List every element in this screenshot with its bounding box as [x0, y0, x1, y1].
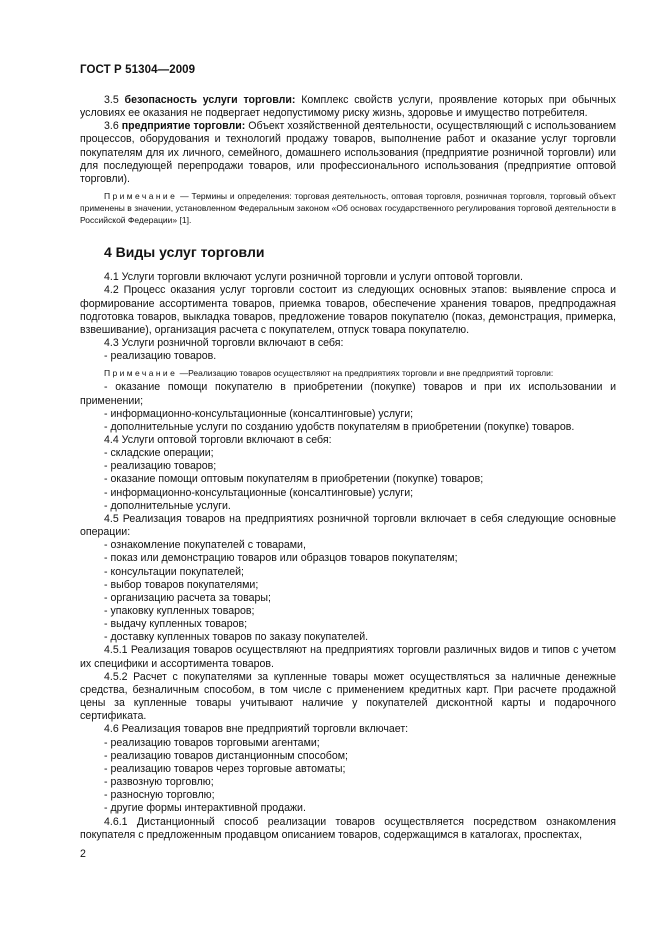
paragraph-4-5-2: 4.5.2 Расчет с покупателями за купленные товары может осуществляться за наличные денежные средства, безналичным способом, в том числе с применением кредитных карт. При расчете продажной цены за купленные товары учитывают наличие у покупателей дисконтной карты и подарочного сертификата. — [80, 670, 616, 723]
paragraph-4-5: 4.5 Реализация товаров на предприятиях розничной торговли включает в себя следующие основные операции: — [80, 512, 616, 539]
page-number: 2 — [80, 848, 86, 860]
list-item: - реализацию товаров; — [104, 460, 217, 473]
definition-text: Комплекс свойств услуги, проявление которых при обычных условиях ее оказания не подвергает недопустимому риску жизнь, здоровье и имущество потребителя. — [80, 94, 616, 120]
definition-text: Объект хозяйственной деятельности, осуществляющий с использованием процессов, оборудования и технологий продажу товаров, выполнение работ и оказание услуг торговли покупателям для их личного, семейного, домашнего использования (предприятие розничной торговли) или для последующей перепродажи товаров, или профессионального использования (предприятие оптовой торговли). — [80, 120, 616, 185]
definition-term: предприятие торговли: — [121, 120, 246, 133]
paragraph-4-4: 4.4 Услуги оптовой торговли включают в себя: — [104, 433, 332, 446]
note-lead: Примечание — [104, 368, 178, 379]
document-header: ГОСТ Р 51304—2009 — [80, 64, 196, 76]
list-item: - оказание помощи оптовым покупателям в приобретении (покупке) товаров; — [104, 473, 484, 486]
list-item: - развозную торговлю; — [104, 776, 214, 789]
list-item: - другие формы интерактивной продажи. — [104, 802, 306, 815]
list-item: - информационно-консультационные (консалтинговые) услуги; — [104, 407, 414, 420]
paragraph-4-6-1: 4.6.1 Дистанционный способ реализации товаров осуществляется посредством ознакомления покупателя с предложенным продавцом описанием товаров, содержащимся в каталогах, проспектах, — [80, 815, 616, 841]
paragraph-4-3: 4.3 Услуги розничной торговли включают в себя: — [104, 337, 344, 350]
list-item: - реализацию товаров через торговые автоматы; — [104, 762, 346, 775]
document-body — [80, 94, 616, 842]
list-item: - доставку купленных товаров по заказу покупателей. — [104, 631, 369, 644]
list-item: - дополнительные услуги по созданию удобств покупателям в приобретении (покупке) товаров. — [104, 420, 575, 433]
note-text: —Реализацию товаров осуществляют на предприятиях торговли и вне предприятий торговли: — [179, 368, 554, 379]
definition-number: 3.6 — [104, 120, 119, 133]
paragraph-4-6: 4.6 Реализация товаров вне предприятий торговли включает: — [104, 723, 409, 736]
list-item: - разносную торговлю; — [104, 789, 215, 802]
paragraph-4-2: 4.2 Процесс оказания услуг торговли состоит из следующих основных этапов: выявление спроса и формирование ассортимента товаров, приемка товаров, обеспечение хранения товаров, предпродажная подготовка товаров, выкладка товаров, предложение товаров покупателю (показ, демонстрация, примерка, взвешивание), организация расчета с покупателем, отпуск товара покупателю. — [80, 284, 616, 336]
list-item: - организацию расчета за товары; — [104, 591, 271, 604]
definition-number: 3.5 — [104, 94, 119, 106]
list-item: - реализацию товаров. — [104, 350, 217, 363]
list-item: - реализацию товаров дистанционным способом; — [104, 749, 348, 762]
list-item: - консультации покупателей; — [104, 565, 244, 578]
note-realization — [80, 367, 616, 379]
list-item: - упаковку купленных товаров; — [104, 605, 255, 617]
section-title: 4 Виды услуг торговли — [104, 244, 265, 261]
list-item: - информационно-консультационные (консалтинговые) услуги; — [104, 486, 414, 499]
list-item: - складские операции; — [104, 447, 214, 460]
list-item: - ознакомление покупателей с товарами, — [104, 539, 306, 552]
list-item: - реализацию товаров торговыми агентами; — [104, 736, 320, 749]
note-text: — Термины и определения: торговая деятельность, оптовая торговля, розничная торговля, торговый объект применены в значении, установленном Федеральным законом «Об основах государственного регулирования торговой деятельности в Российской Федерации» [1]. — [80, 191, 616, 226]
note-lead: Примечание — [104, 191, 178, 202]
list-item: - показ или демонстрацию товаров или образцов товаров покупателям; — [104, 552, 458, 565]
list-item: - выбор товаров покупателями; — [104, 578, 259, 591]
note-terms — [80, 190, 616, 226]
list-item: - оказание помощи покупателю в приобретении (покупке) товаров и при их использовании и применении; — [80, 381, 616, 407]
list-item: - выдачу купленных товаров; — [104, 618, 248, 631]
list-item: - дополнительные услуги. — [104, 499, 231, 512]
definition-3-5 — [80, 94, 616, 120]
paragraph-4-1: 4.1 Услуги торговли включают услуги розничной торговли и услуги оптовой торговли. — [104, 271, 523, 284]
definition-3-6 — [80, 120, 616, 186]
paragraph-4-5-1: 4.5.1 Реализация товаров осуществляют на предприятиях торговли различных видов и типов с учетом их специфики и ассортимента товаров. — [80, 644, 616, 670]
definition-term: безопасность услуги торговли: — [124, 94, 296, 106]
